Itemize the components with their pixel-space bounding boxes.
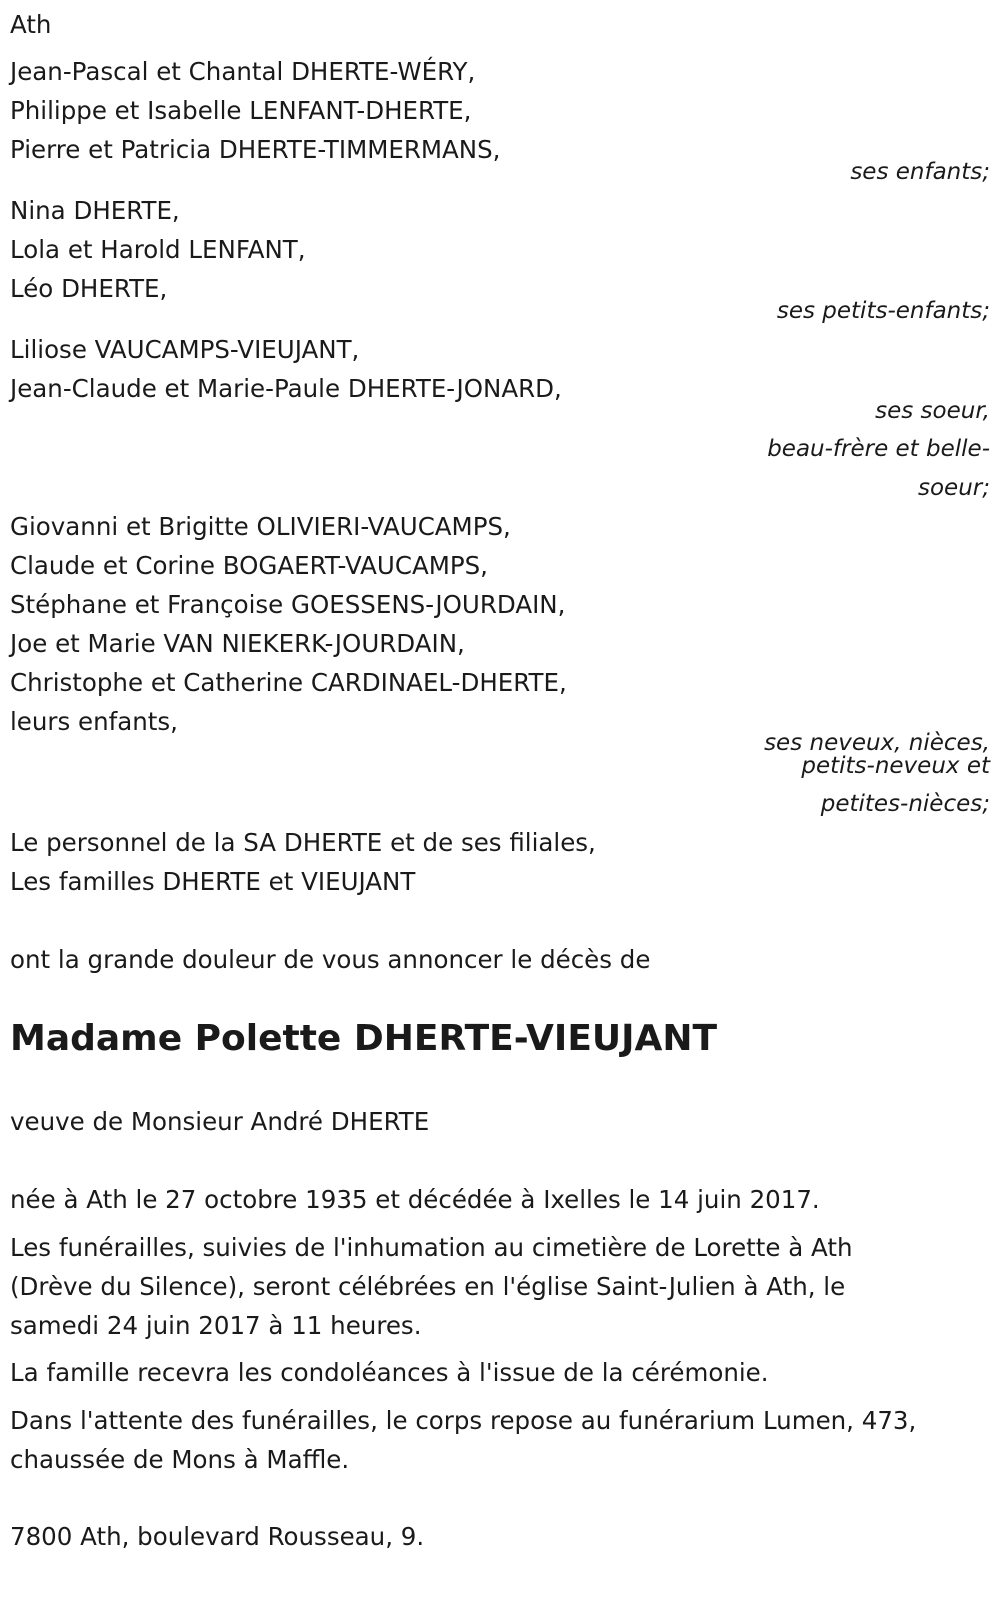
relation-label: petits-neveux et xyxy=(801,753,990,779)
family-line: Stéphane et Françoise GOESSENS-JOURDAIN, xyxy=(10,590,566,619)
family-line: Giovanni et Brigitte OLIVIERI-VAUCAMPS, xyxy=(10,512,511,541)
relation-label: soeur; xyxy=(918,475,990,501)
family-line: Philippe et Isabelle LENFANT-DHERTE, xyxy=(10,96,472,125)
condolences-text: La famille recevra les condoléances à l'issue de la cérémonie. xyxy=(10,1358,769,1387)
funeral-line: Les funérailles, suivies de l'inhumation au cimetière de Lorette à Ath xyxy=(10,1233,853,1262)
family-line: Christophe et Catherine CARDINAEL-DHERTE, xyxy=(10,668,567,697)
announcement-text: ont la grande douleur de vous annoncer le décès de xyxy=(10,945,651,974)
family-line: Liliose VAUCAMPS-VIEUJANT, xyxy=(10,335,360,364)
family-line: Lola et Harold LENFANT, xyxy=(10,235,306,264)
family-line: Le personnel de la SA DHERTE et de ses filiales, xyxy=(10,828,596,857)
family-line: Joe et Marie VAN NIEKERK-JOURDAIN, xyxy=(10,629,465,658)
deceased-name: Madame Polette DHERTE-VIEUJANT xyxy=(10,1018,718,1059)
birth-death-text: née à Ath le 27 octobre 1935 et décédée à Ixelles le 14 juin 2017. xyxy=(10,1185,820,1214)
relation-label: beau-frère et belle- xyxy=(767,436,990,462)
relation-label: ses enfants; xyxy=(850,159,990,185)
relation-label: ses neveux, nièces, xyxy=(764,730,990,756)
relation-label: ses soeur, xyxy=(875,398,990,424)
funeral-line: samedi 24 juin 2017 à 11 heures. xyxy=(10,1311,422,1340)
location-heading: Ath xyxy=(10,10,52,39)
family-line: Léo DHERTE, xyxy=(10,274,168,303)
funerarium-line: Dans l'attente des funérailles, le corps repose au funérarium Lumen, 473, xyxy=(10,1406,917,1435)
relation-label: petites-nièces; xyxy=(820,791,990,817)
family-line: Les familles DHERTE et VIEUJANT xyxy=(10,867,416,896)
family-line: Pierre et Patricia DHERTE-TIMMERMANS, xyxy=(10,135,501,164)
family-line: Jean-Claude et Marie-Paule DHERTE-JONARD, xyxy=(10,374,562,403)
family-line: Jean-Pascal et Chantal DHERTE-WÉRY, xyxy=(10,57,476,86)
family-line: leurs enfants, xyxy=(10,707,178,736)
widow-of-text: veuve de Monsieur André DHERTE xyxy=(10,1107,430,1136)
address-text: 7800 Ath, boulevard Rousseau, 9. xyxy=(10,1522,425,1551)
funerarium-line: chaussée de Mons à Maffle. xyxy=(10,1445,350,1474)
family-line: Claude et Corine BOGAERT-VAUCAMPS, xyxy=(10,551,488,580)
funeral-line: (Drève du Silence), seront célébrées en l'église Saint-Julien à Ath, le xyxy=(10,1272,846,1301)
family-line: Nina DHERTE, xyxy=(10,196,180,225)
relation-label: ses petits-enfants; xyxy=(776,298,990,324)
